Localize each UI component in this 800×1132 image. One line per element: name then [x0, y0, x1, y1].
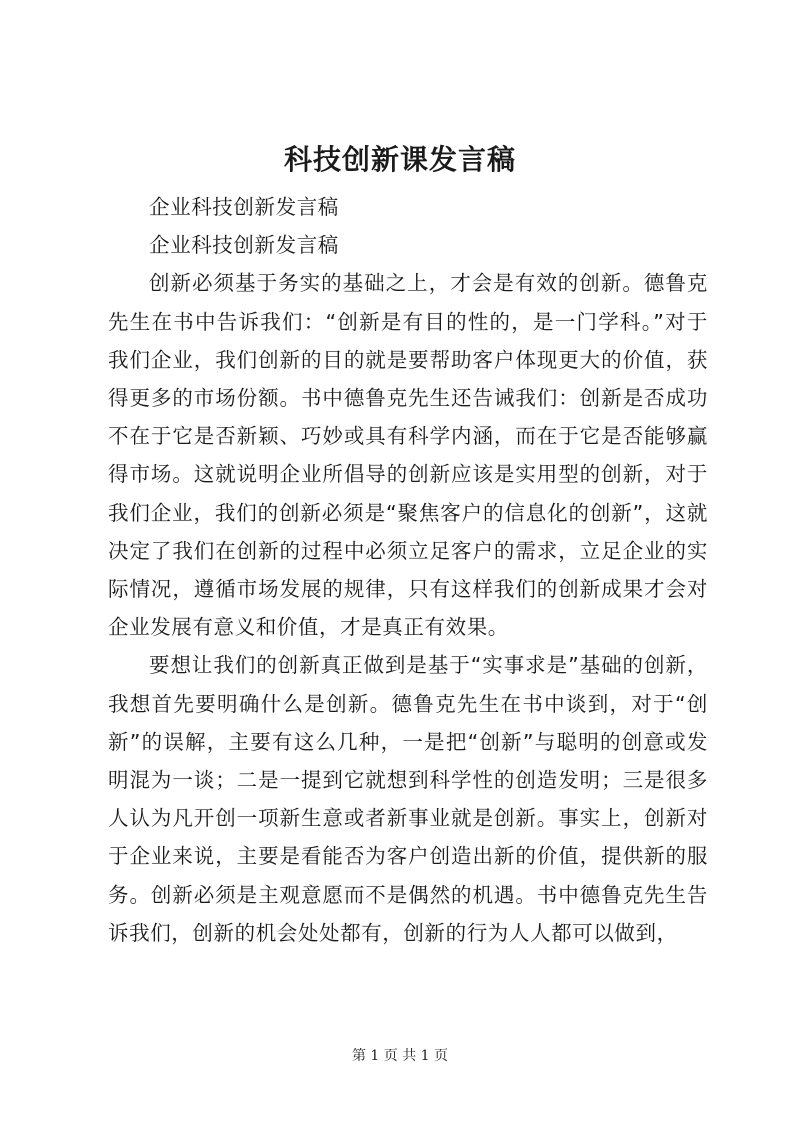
paragraph-subtitle-1: 企业科技创新发言稿 [149, 195, 339, 219]
paragraph-subtitle-2: 企业科技创新发言稿 [149, 233, 339, 258]
document-title: 科技创新课发言稿 [283, 143, 516, 176]
paragraph-body-1: 创新必须基于务实的基础之上，才会是有效的创新。德鲁克先生在书中告诉我们：“创新是有目的性的，是一门学科。”对于我们企业，我们创新的目的就是要帮助客户体现更大的价值，获得更多的市场份额。书中德鲁克先生还告诫我们：创新是否成功不在于它是否新颖、巧妙或具有科学内涵，而在于它是否能够赢得市场。这就说明企业所倡导的创新应该是实用型的创新，对于我们企业，我们的创新必须是“聚焦客户的信息化的创新”，这就决定了我们在创新的过程中必须立足客户的需求，立足企业的实际情况，遵循市场发展的规律，只有这样我们的创新成果才会对企业发展有意义和价值，才是真正有效果。 [108, 271, 708, 640]
document-body [108, 188, 708, 952]
paragraph-body-2: 要想让我们的创新真正做到是基于“实事求是”基础的创新，我想首先要明确什么是创新。德鲁克先生在书中谈到，对于“创新”的误解，主要有这么几种，一是把“创新”与聪明的创意或发明混为一谈；二是一提到它就想到科学性的创造发明；三是很多人认为凡开创一项新生意或者新事业就是创新。事实上，创新对于企业来说，主要是看能否为客户创造出新的价值，提供新的服务。创新必须是主观意愿而不是偶然的机遇。书中德鲁克先生告诉我们，创新的机会处处都有，创新的行为人人都可以做到， [108, 653, 708, 945]
page-number-footer: 第 1 页 共 1 页 [351, 1048, 449, 1064]
